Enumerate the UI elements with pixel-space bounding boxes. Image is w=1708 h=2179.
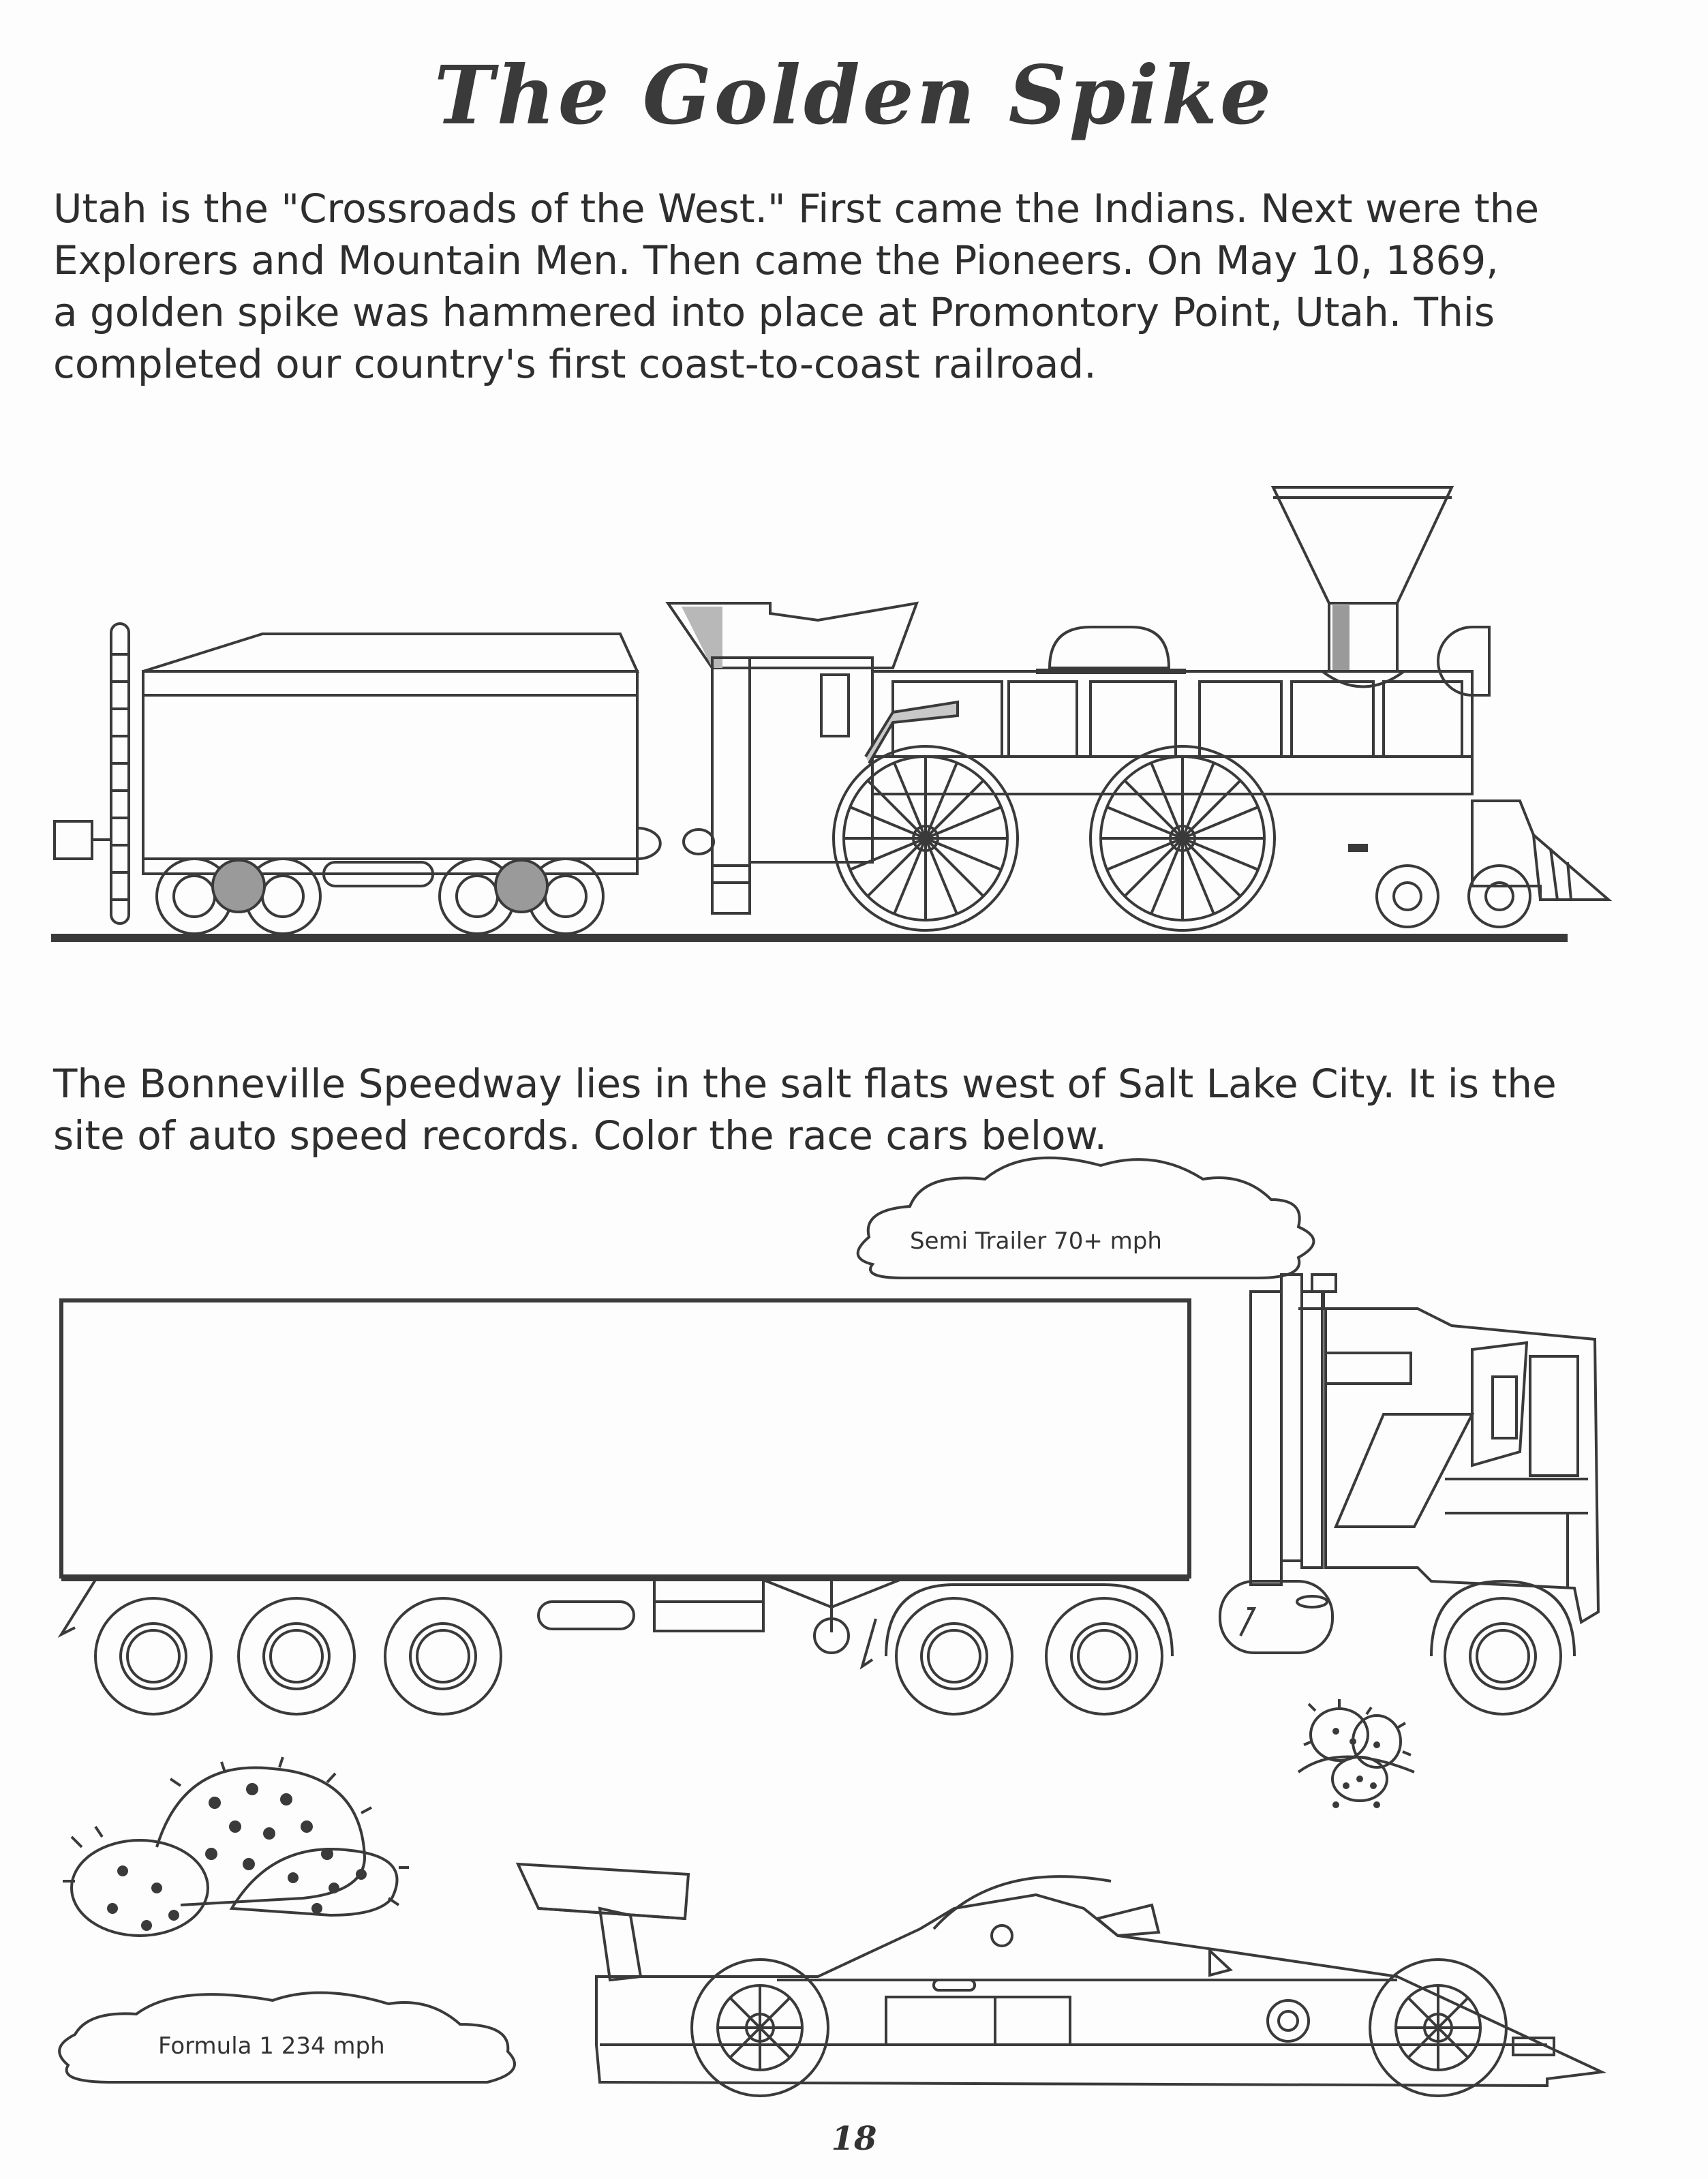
cactus-large bbox=[63, 1757, 409, 1936]
speedway-line: site of auto speed records. Color the race cars below. bbox=[53, 1112, 1107, 1159]
formula-label-cloud bbox=[59, 1993, 515, 2082]
semi-wheels bbox=[95, 1581, 1574, 1714]
semi-cab bbox=[1220, 1275, 1598, 1653]
semi-trailer bbox=[61, 1300, 1254, 1666]
intro-line: a golden spike was hammered into place at Promontory Point, Utah. This bbox=[53, 289, 1495, 335]
semi-label-cloud bbox=[858, 1158, 1314, 1278]
page-title: The Golden Spike bbox=[434, 48, 1274, 142]
formula-label: Formula 1 234 mph bbox=[158, 2032, 385, 2060]
formula-one-car bbox=[518, 1864, 1602, 2096]
semi-label: Semi Trailer 70+ mph bbox=[910, 1228, 1162, 1255]
cactus-small bbox=[1298, 1699, 1414, 1807]
intro-line: Explorers and Mountain Men. Then came the Pioneers. On May 10, 1869, bbox=[53, 237, 1499, 284]
intro-line: Utah is the "Crossroads of the West." First came the Indians. Next were the bbox=[53, 185, 1540, 232]
page-number: 18 bbox=[831, 2120, 877, 2158]
speedway-line: The Bonneville Speedway lies in the salt flats west of Salt Lake City. It is the bbox=[53, 1061, 1557, 1107]
intro-line: completed our country's first coast-to-coast railroad. bbox=[53, 341, 1097, 387]
